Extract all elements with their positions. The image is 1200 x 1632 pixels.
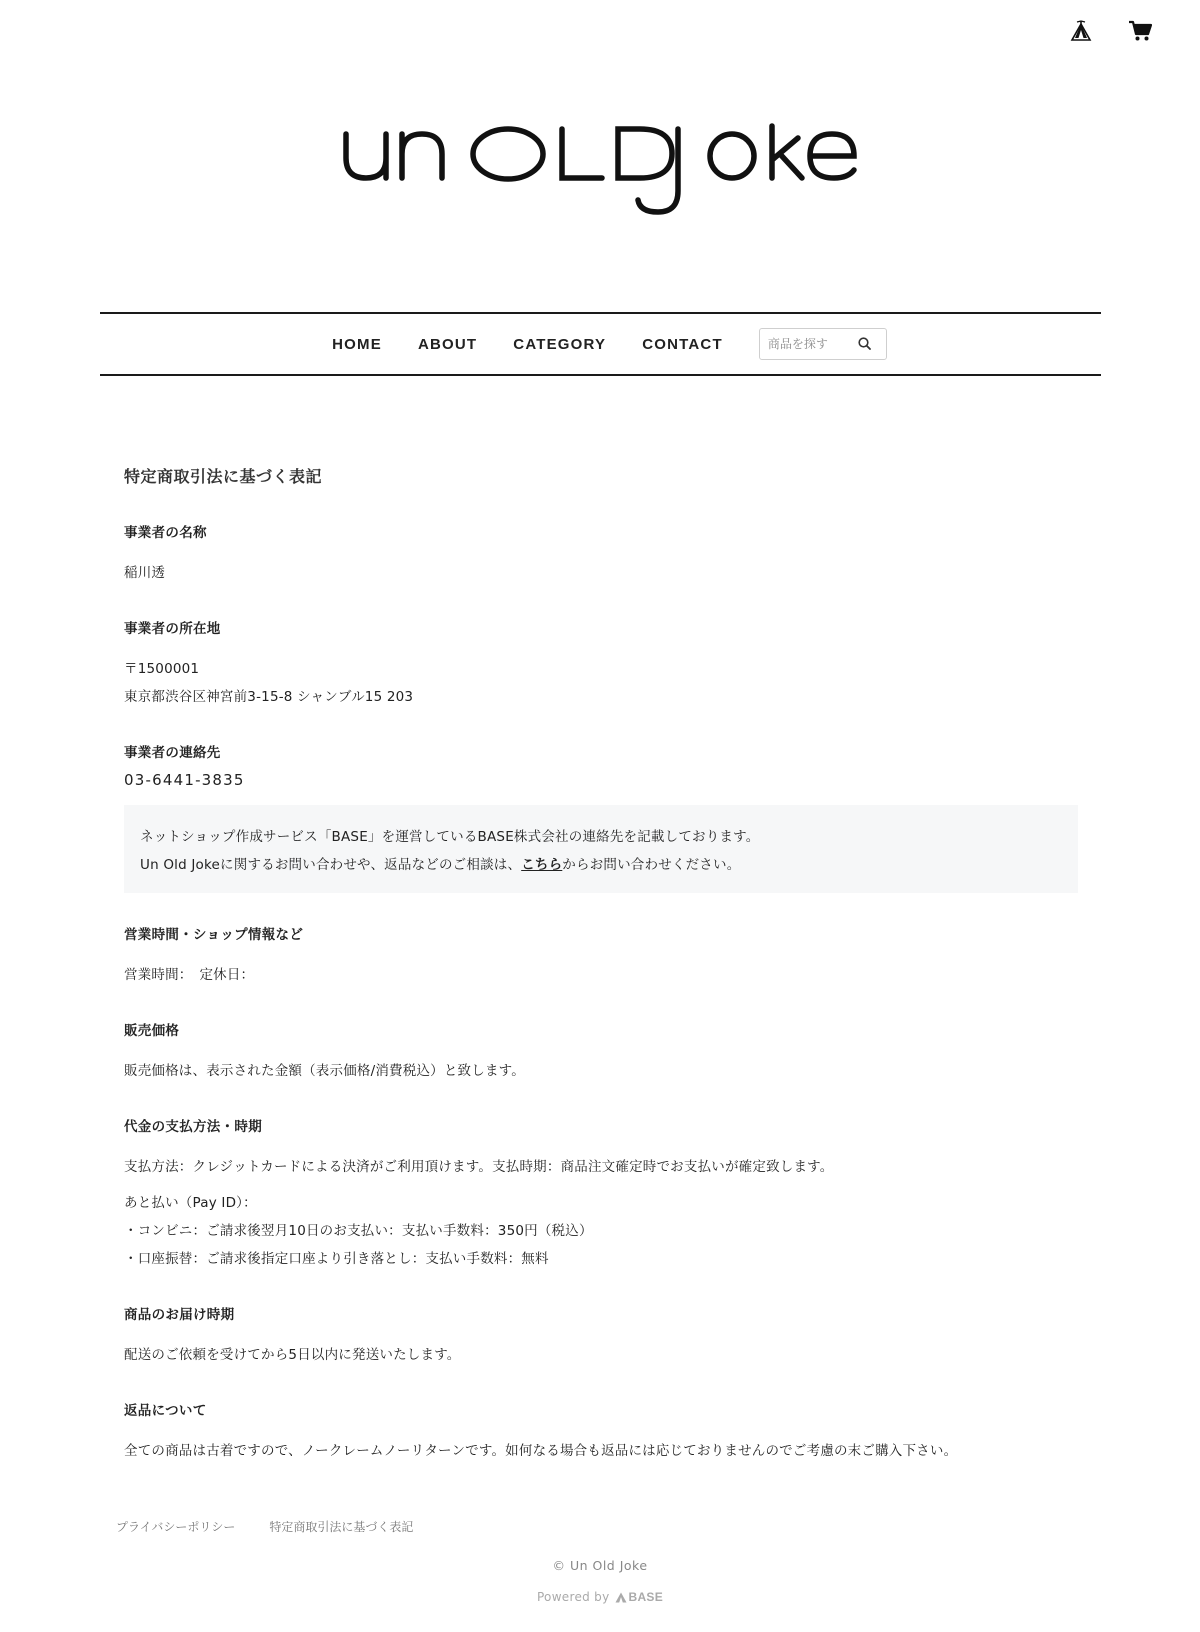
footer-links bbox=[116, 1518, 413, 1535]
base-logo-icon bbox=[615, 1592, 627, 1603]
price-value: 販売価格は、表示された金額（表示価格/消費税込）と致します。 bbox=[124, 1063, 525, 1079]
payment-line: あと払い（Pay ID）： bbox=[124, 1195, 257, 1211]
nav-contact[interactable]: CONTACT bbox=[642, 335, 723, 353]
delivery-value: 配送のご依頼を受けてから5日以内に発送いたします。 bbox=[124, 1347, 461, 1363]
address-line: 東京都渋谷区神宮前3-15-8 シャンブル15 203 bbox=[124, 689, 414, 705]
nav-about[interactable]: ABOUT bbox=[417, 335, 478, 353]
phone-number: 03-6441-3835 bbox=[124, 771, 245, 789]
contact-link[interactable]: こちら bbox=[521, 857, 563, 873]
section-heading: 営業時間・ショップ情報など bbox=[124, 927, 304, 943]
legal-content bbox=[124, 464, 1078, 1465]
notice-text: からお問い合わせください。 bbox=[562, 857, 741, 873]
nav-home[interactable]: HOME bbox=[332, 335, 382, 353]
base-logo-text: BASE bbox=[628, 1590, 664, 1604]
notice-line bbox=[140, 851, 1062, 879]
section-heading: 事業者の名称 bbox=[124, 525, 207, 541]
base-logo bbox=[615, 1590, 664, 1604]
search-input[interactable] bbox=[768, 337, 858, 351]
section-payment bbox=[124, 1115, 1078, 1273]
section-heading: 商品のお届け時期 bbox=[124, 1307, 235, 1323]
section-heading: 代金の支払方法・時期 bbox=[124, 1119, 262, 1135]
section-contact bbox=[124, 741, 1078, 893]
logo-image bbox=[340, 116, 860, 226]
section-delivery bbox=[124, 1303, 1078, 1369]
notice-text: Un Old Jokeに関するお問い合わせや、返品などのご相談は、 bbox=[140, 857, 522, 873]
cart-icon[interactable] bbox=[1128, 20, 1152, 42]
contact-notice bbox=[124, 805, 1078, 893]
powered-by[interactable] bbox=[0, 1590, 1200, 1604]
search-icon[interactable] bbox=[858, 335, 871, 354]
payment-line: ・口座振替：ご請求後指定口座より引き落とし：支払い手数料：無料 bbox=[124, 1251, 549, 1267]
powered-by-label: Powered by bbox=[536, 1590, 610, 1604]
nav-category[interactable]: CATEGORY bbox=[513, 335, 607, 353]
footer-link-privacy[interactable]: プライバシーポリシー bbox=[116, 1520, 236, 1534]
search-box bbox=[759, 328, 887, 360]
section-heading: 事業者の所在地 bbox=[124, 621, 221, 637]
footer-link-legal[interactable]: 特定商取引法に基づく表記 bbox=[269, 1520, 414, 1534]
notice-line: ネットショップ作成サービス「BASE」を運営しているBASE株式会社の連絡先を記載しております。 bbox=[140, 829, 760, 845]
section-hours bbox=[124, 923, 1078, 989]
business-name: 稲川透 bbox=[124, 565, 166, 581]
section-business-name bbox=[124, 521, 1078, 587]
section-price bbox=[124, 1019, 1078, 1085]
shop-logo[interactable] bbox=[0, 116, 1200, 226]
section-heading: 返品について bbox=[124, 1403, 207, 1419]
section-address bbox=[124, 617, 1078, 711]
section-heading: 販売価格 bbox=[124, 1023, 180, 1039]
header-icons bbox=[1070, 20, 1152, 42]
copyright: © Un Old Joke bbox=[552, 1558, 648, 1573]
section-returns bbox=[124, 1399, 1078, 1465]
payment-line: ・コンビニ：ご請求後翌月10日のお支払い：支払い手数料：350円（税込） bbox=[124, 1223, 593, 1239]
returns-value: 全ての商品は古着ですので、ノークレームノーリターンです。如何なる場合も返品には応じておりませんのでご考慮の末ご購入下さい。 bbox=[124, 1443, 958, 1459]
page-title: 特定商取引法に基づく表記 bbox=[124, 467, 323, 486]
main-nav bbox=[100, 312, 1101, 376]
hours-value: 営業時間： 定休日： bbox=[124, 967, 255, 983]
postal-code: 〒1500001 bbox=[124, 661, 200, 677]
payment-line: 支払方法：クレジットカードによる決済がご利用頂けます。支払時期：商品注文確定時でお支払いが確定致します。 bbox=[124, 1159, 834, 1175]
base-tent-icon[interactable] bbox=[1070, 20, 1092, 42]
section-heading: 事業者の連絡先 bbox=[124, 745, 221, 761]
